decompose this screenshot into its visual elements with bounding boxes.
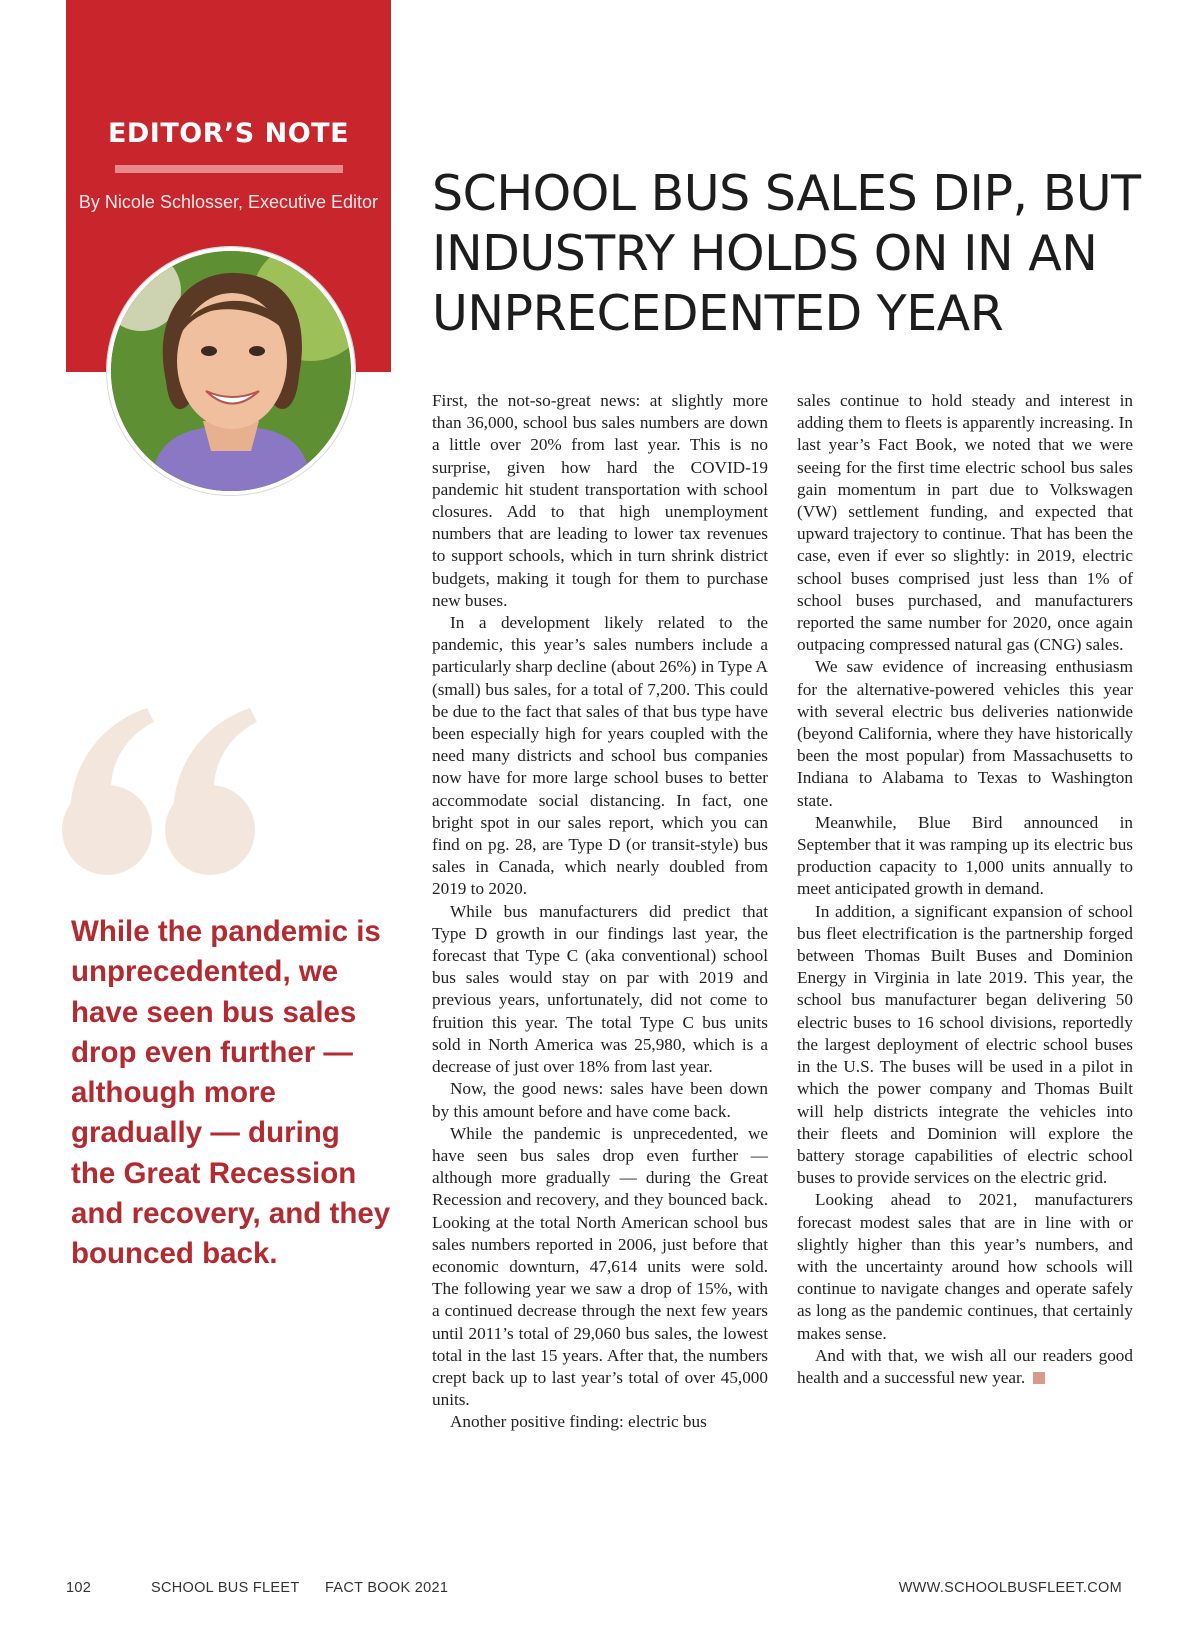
paragraph: First, the not-so-great news: at slightly more than 36,000, school bus sales numbers are down a little over 20% from last year. This is no surprise, given how hard the COVID-19 pandemic hit student transportation with school closures. Add to that high unemployment numbers that are leading to lower tax revenues to support schools, which in turn shrink district budgets, making it tough for them to purchase new buses. bbox=[432, 391, 768, 610]
pull-quote: While the pandemic is unprecedented, we have seen bus sales drop even further — although more gradually — during the Great Recession and recovery, and they bounced back. bbox=[71, 915, 391, 1271]
editor-portrait-photo bbox=[111, 251, 351, 491]
article-headline: SCHOOL BUS SALES DIP, BUT INDUSTRY HOLDS ON IN AN UNPRECEDENTED YEAR bbox=[432, 165, 1141, 342]
closing-paragraph bbox=[797, 1345, 1133, 1389]
paragraph: Another positive finding: electric bus bbox=[450, 1412, 707, 1432]
closing-text: And with that, we wish all our readers good health and a successful new year. bbox=[797, 1345, 1133, 1387]
paragraph: In addition, a significant expansion of school bus fleet electrification is the partnership forged between Thomas Built Buses and Dominion Energy in Virginia in late 2019. This year, the school bus manufacturer began delivering 50 electric buses to 16 school divisions, reportedly the largest deployment of electric school buses in the U.S. The buses will be used in a pilot in which the power company and Thomas Built will help districts integrate the vehicles into their fleets and Dominion will explore the battery storage capabilities of electric school buses to provide services on the electric grid. bbox=[797, 901, 1133, 1188]
paragraph: Now, the good news: sales have been down by this amount before and have come back. bbox=[432, 1079, 768, 1121]
article-column-right bbox=[797, 390, 1133, 1389]
website-url: WWW.SCHOOLBUSFLEET.COM bbox=[898, 1580, 1122, 1596]
byline: By Nicole Schlosser, Executive Editor bbox=[78, 192, 379, 212]
quotation-mark-icon bbox=[52, 690, 272, 890]
paragraph: While bus manufacturers did predict that Type D growth in our findings last year, the forecast that Type C (aka conventional) school bus sales would stay on par with 2019 and previous years, unfortunately, did not come to fruition this year. The total Type C bus units sold in North America was 25,980, which is a decrease of just over 18% from last year. bbox=[432, 901, 768, 1077]
section-divider bbox=[115, 165, 343, 173]
paragraph: In a development likely related to the pandemic, this year’s sales numbers include a particularly sharp decline (about 26%) in Type A (small) bus sales, for a total of 7,200. This could be due to the fact that sales of that bus type have been especially high for years coupled with the need many districts and school bus companies now have for more large school buses to better accommodate social distancing. In fact, one bright spot in our sales report, which you can find on pg. 28, are Type D (or transit-style) bus sales in Canada, which nearly doubled from 2019 to 2020. bbox=[432, 613, 768, 899]
paragraph: Looking ahead to 2021, manufacturers forecast modest sales that are in line with or slightly higher than this year’s numbers, and with the uncertainty around how schools will continue to navigate changes and operate safely as long as the pandemic continues, that certainly makes sense. bbox=[797, 1190, 1133, 1343]
paragraph: sales continue to hold steady and interest in adding them to fleets is apparently increasing. In last year’s Fact Book, we noted that we were seeing for the first time electric school bus sales gain momentum in part due to Volkswagen (VW) settlement funding, and expected that upward trajectory to continue. That has been the case, even if ever so slightly: in 2019, electric school buses comprised just less than 1% of school buses purchased, and manufacturers reported the same number for 2020, once again outpacing compressed natural gas (CNG) sales. bbox=[797, 391, 1133, 655]
publication-name: SCHOOL BUS FLEET bbox=[151, 1580, 300, 1596]
avatar bbox=[107, 247, 355, 495]
page-number: 102 bbox=[66, 1580, 92, 1596]
paragraph: While the pandemic is unprecedented, we have seen bus sales drop even further — although more gradually — during the Great Recession and recovery, and they bounced back. Looking at the total North American school bus sales numbers reported in 2006, just before that economic downturn, 47,614 units were sold. The following year we saw a drop of 15%, with a continued decrease through the next few years until 2011’s total of 29,060 bus sales, the lowest total in the last 15 years. After that, the numbers crept back up to last year’s total of over 45,000 units. bbox=[432, 1123, 768, 1410]
paragraph: Meanwhile, Blue Bird announced in September that it was ramping up its electric bus production capacity to 1,000 units annually to meet anticipated growth in demand. bbox=[797, 812, 1133, 899]
end-of-article-icon bbox=[1033, 1372, 1045, 1384]
paragraph: We saw evidence of increasing enthusiasm for the alternative-powered vehicles this year with several electric bus deliveries nationwide (beyond California, where they have historically been the most popular) from Massachusetts to Indiana to Alabama to Texas to Washington state. bbox=[797, 657, 1133, 810]
article-column-left bbox=[432, 390, 768, 1434]
section-label: EDITOR’S NOTE bbox=[107, 118, 350, 149]
issue-name: FACT BOOK 2021 bbox=[325, 1580, 449, 1596]
